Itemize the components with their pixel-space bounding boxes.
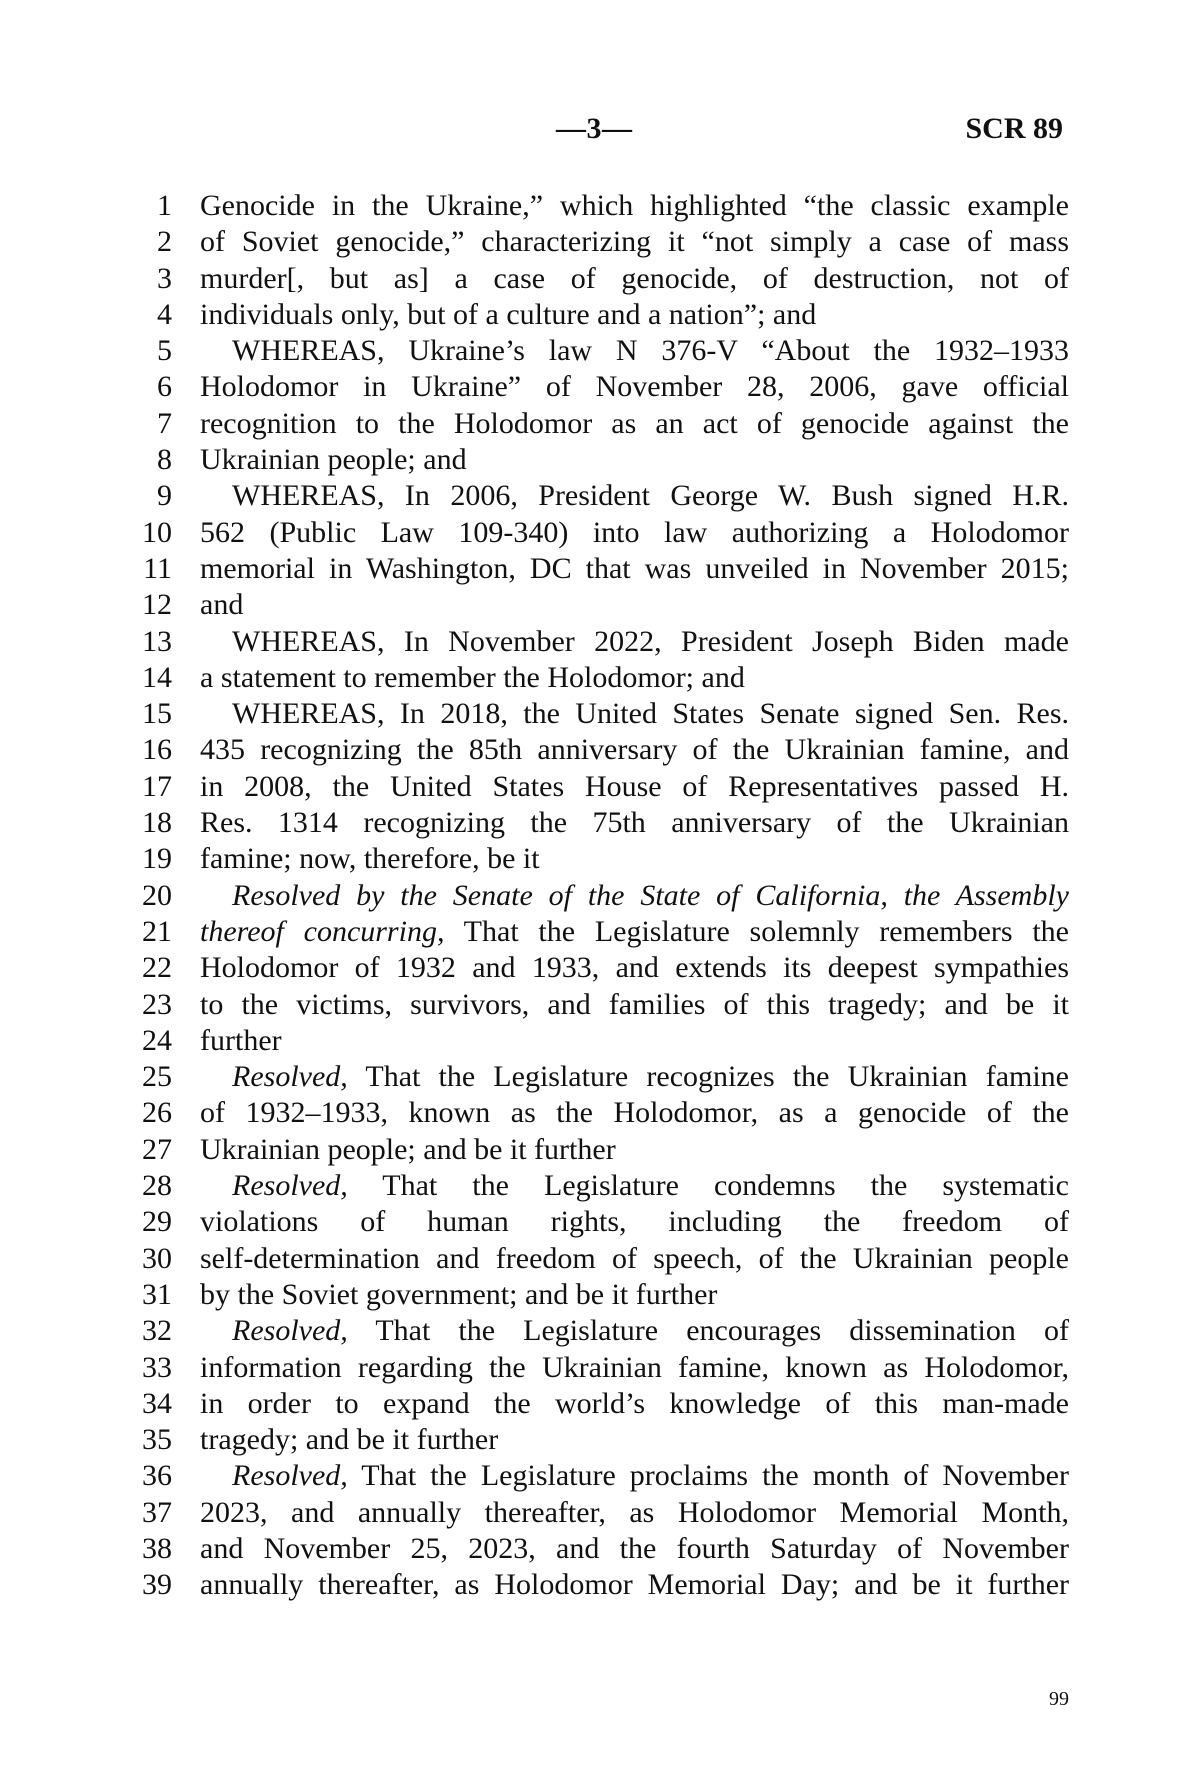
plain-text: Holodomor in Ukraine” of November 28, 2006, gave official [200,370,1069,404]
line-number: 15 [142,697,172,731]
line-text [200,515,1069,551]
line-number: 10 [142,515,172,549]
line-text [200,696,1069,732]
plain-text: WHEREAS, In 2006, President George W. Bush signed H.R. [232,479,1069,513]
line-number: 33 [142,1350,172,1384]
text-line [0,1567,1200,1603]
line-number: 18 [142,806,172,840]
plain-text: by the Soviet government; and be it further [200,1277,718,1311]
line-text [200,1168,1069,1204]
line-number: 13 [142,624,172,658]
line-text [200,1531,1069,1567]
line-number: 24 [142,1023,172,1057]
italic-text: Resolved by the Senate of the State of California, the Assembly [232,878,1069,912]
line-number: 29 [142,1205,172,1239]
text-line [0,660,1200,696]
line-number: 25 [142,1060,172,1094]
text-line [0,1204,1200,1240]
line-number: 36 [142,1459,172,1493]
line-number: 6 [157,370,172,404]
plain-text: WHEREAS, Ukraine’s law N 376-V “About the 1932–1933 [232,334,1069,368]
text-line [0,769,1200,805]
text-line [0,1458,1200,1494]
page-number-label: —3— [556,112,633,145]
text-line [0,1350,1200,1386]
line-number: 26 [142,1096,172,1130]
line-number: 37 [142,1495,172,1529]
text-line [0,406,1200,442]
line-text [200,1132,1069,1168]
text-line [0,587,1200,623]
line-text [200,1458,1069,1494]
plain-text: 2023, and annually thereafter, as Holodomor Memorial Month, [200,1495,1069,1529]
plain-text: individuals only, but of a culture and a nation”; and [200,297,817,331]
plain-text: Genocide in the Ukraine,” which highlighted “the classic example [200,189,1069,222]
line-number: 34 [142,1386,172,1420]
line-text [200,1567,1069,1603]
line-text [200,478,1069,514]
text-line [0,841,1200,877]
italic-text: Resolved, [232,1314,348,1348]
text-line [0,1095,1200,1131]
line-text [200,1059,1069,1095]
line-number: 9 [157,479,172,513]
text-line [0,1277,1200,1313]
plain-text: violations of human rights, including the freedom of [200,1205,1069,1239]
text-line [0,1168,1200,1204]
plain-text: and [200,588,244,622]
line-number: 4 [157,297,172,331]
text-line [0,1313,1200,1349]
line-text [200,1241,1069,1277]
line-text [200,805,1069,841]
plain-text: famine; now, therefore, be it [200,842,540,876]
line-text [200,1350,1069,1386]
italic-text: Resolved, [232,1060,348,1094]
plain-text: memorial in Washington, DC that was unveiled in November 2015; [200,551,1069,585]
plain-text: further [200,1023,282,1057]
plain-text: That the Legislature encourages dissemination of [347,1314,1069,1348]
text-line [0,1241,1200,1277]
line-number: 5 [157,334,172,368]
text-line [0,478,1200,514]
text-line [0,914,1200,950]
footer-code: 99 [1049,1688,1069,1710]
plain-text: 435 recognizing the 85th anniversary of the Ukrainian famine, and [200,733,1069,767]
line-text [200,950,1069,986]
plain-text: That the Legislature recognizes the Ukrainian famine [347,1060,1069,1094]
line-text [200,1277,1069,1313]
line-number: 21 [142,914,172,948]
line-number: 28 [142,1169,172,1203]
line-text [200,1023,1069,1059]
plain-text: recognition to the Holodomor as an act of genocide against the [200,406,1069,440]
line-number: 12 [142,588,172,622]
text-line [0,515,1200,551]
line-text [200,1495,1069,1531]
text-line [0,333,1200,369]
line-number: 17 [142,769,172,803]
line-text [200,188,1069,224]
text-line [0,188,1200,224]
line-text [200,261,1069,297]
text-line [0,442,1200,478]
line-number: 19 [142,842,172,876]
text-line [0,805,1200,841]
plain-text: Holodomor of 1932 and 1933, and extends its deepest sympathies [200,951,1069,985]
line-number: 20 [142,878,172,912]
line-text [200,442,1069,478]
line-text [200,878,1069,914]
plain-text: of Soviet genocide,” characterizing it “not simply a case of mass [200,225,1069,259]
line-text [200,987,1069,1023]
plain-text: 562 (Public Law 109-340) into law authorizing a Holodomor [200,515,1069,549]
line-number: 11 [143,551,172,585]
plain-text: That the Legislature condemns the systematic [347,1169,1069,1203]
plain-text: in order to expand the world’s knowledge of this man-made [200,1386,1069,1420]
text-line [0,297,1200,333]
text-line [0,1386,1200,1422]
italic-text: thereof concurring, [200,914,445,948]
plain-text: of 1932–1933, known as the Holodomor, as a genocide of the [200,1096,1069,1130]
line-text [200,587,1069,623]
line-text [200,841,1069,877]
plain-text: Res. 1314 recognizing the 75th anniversary of the Ukrainian [200,806,1069,840]
line-text [200,333,1069,369]
line-text [200,369,1069,405]
text-line [0,624,1200,660]
line-text [200,224,1069,260]
text-line [0,987,1200,1023]
line-number: 2 [157,225,172,259]
line-number: 7 [157,406,172,440]
line-number: 30 [142,1241,172,1275]
plain-text: That the Legislature solemnly remembers the [444,914,1069,948]
plain-text: murder[, but as] a case of genocide, of destruction, not of [200,261,1069,295]
line-text [200,551,1069,587]
line-number: 8 [157,443,172,477]
line-text [200,624,1069,660]
plain-text: That the Legislature proclaims the month of November [347,1459,1069,1493]
page-header [0,112,1200,152]
text-line [0,732,1200,768]
plain-text: to the victims, survivors, and families of this tragedy; and be it [200,987,1069,1021]
plain-text: self-determination and freedom of speech, of the Ukrainian people [200,1241,1069,1275]
numbered-text-lines [0,188,1200,1604]
line-text [200,732,1069,768]
plain-text: WHEREAS, In November 2022, President Joseph Biden made [232,624,1069,658]
text-line [0,950,1200,986]
line-number: 38 [142,1531,172,1565]
text-line [0,878,1200,914]
line-text [200,1386,1069,1422]
plain-text: Ukrainian people; and [200,443,467,477]
plain-text: WHEREAS, In 2018, the United States Senate signed Sen. Res. [232,697,1069,731]
line-text [200,660,1069,696]
line-text [200,1095,1069,1131]
line-text [200,1422,1069,1458]
line-number: 3 [157,261,172,295]
text-line [0,224,1200,260]
line-text [200,914,1069,950]
line-number: 14 [142,660,172,694]
plain-text: information regarding the Ukrainian famine, known as Holodomor, [200,1350,1069,1384]
plain-text: tragedy; and be it further [200,1423,499,1457]
text-line [0,551,1200,587]
text-line [0,261,1200,297]
plain-text: annually thereafter, as Holodomor Memorial Day; and be it further [200,1568,1069,1602]
text-line [0,1531,1200,1567]
line-number: 1 [157,189,172,222]
bill-number: SCR 89 [965,112,1063,145]
plain-text: and November 25, 2023, and the fourth Saturday of November [200,1531,1069,1565]
line-number: 22 [142,951,172,985]
plain-text: a statement to remember the Holodomor; and [200,660,745,694]
text-line [0,1059,1200,1095]
line-text [200,1313,1069,1349]
line-text [200,297,1069,333]
line-number: 32 [142,1314,172,1348]
text-line [0,369,1200,405]
line-text [200,406,1069,442]
line-number: 16 [142,733,172,767]
text-line [0,1132,1200,1168]
italic-text: Resolved, [232,1459,348,1493]
line-number: 35 [142,1423,172,1457]
line-number: 27 [142,1132,172,1166]
line-text [200,1204,1069,1240]
plain-text: in 2008, the United States House of Representatives passed H. [200,769,1069,803]
line-number: 23 [142,987,172,1021]
text-line [0,696,1200,732]
text-line [0,1422,1200,1458]
italic-text: Resolved, [232,1169,348,1203]
line-text [200,769,1069,805]
plain-text: Ukrainian people; and be it further [200,1132,616,1166]
text-line [0,1023,1200,1059]
line-number: 31 [142,1277,172,1311]
text-line [0,1495,1200,1531]
line-number: 39 [142,1568,172,1602]
